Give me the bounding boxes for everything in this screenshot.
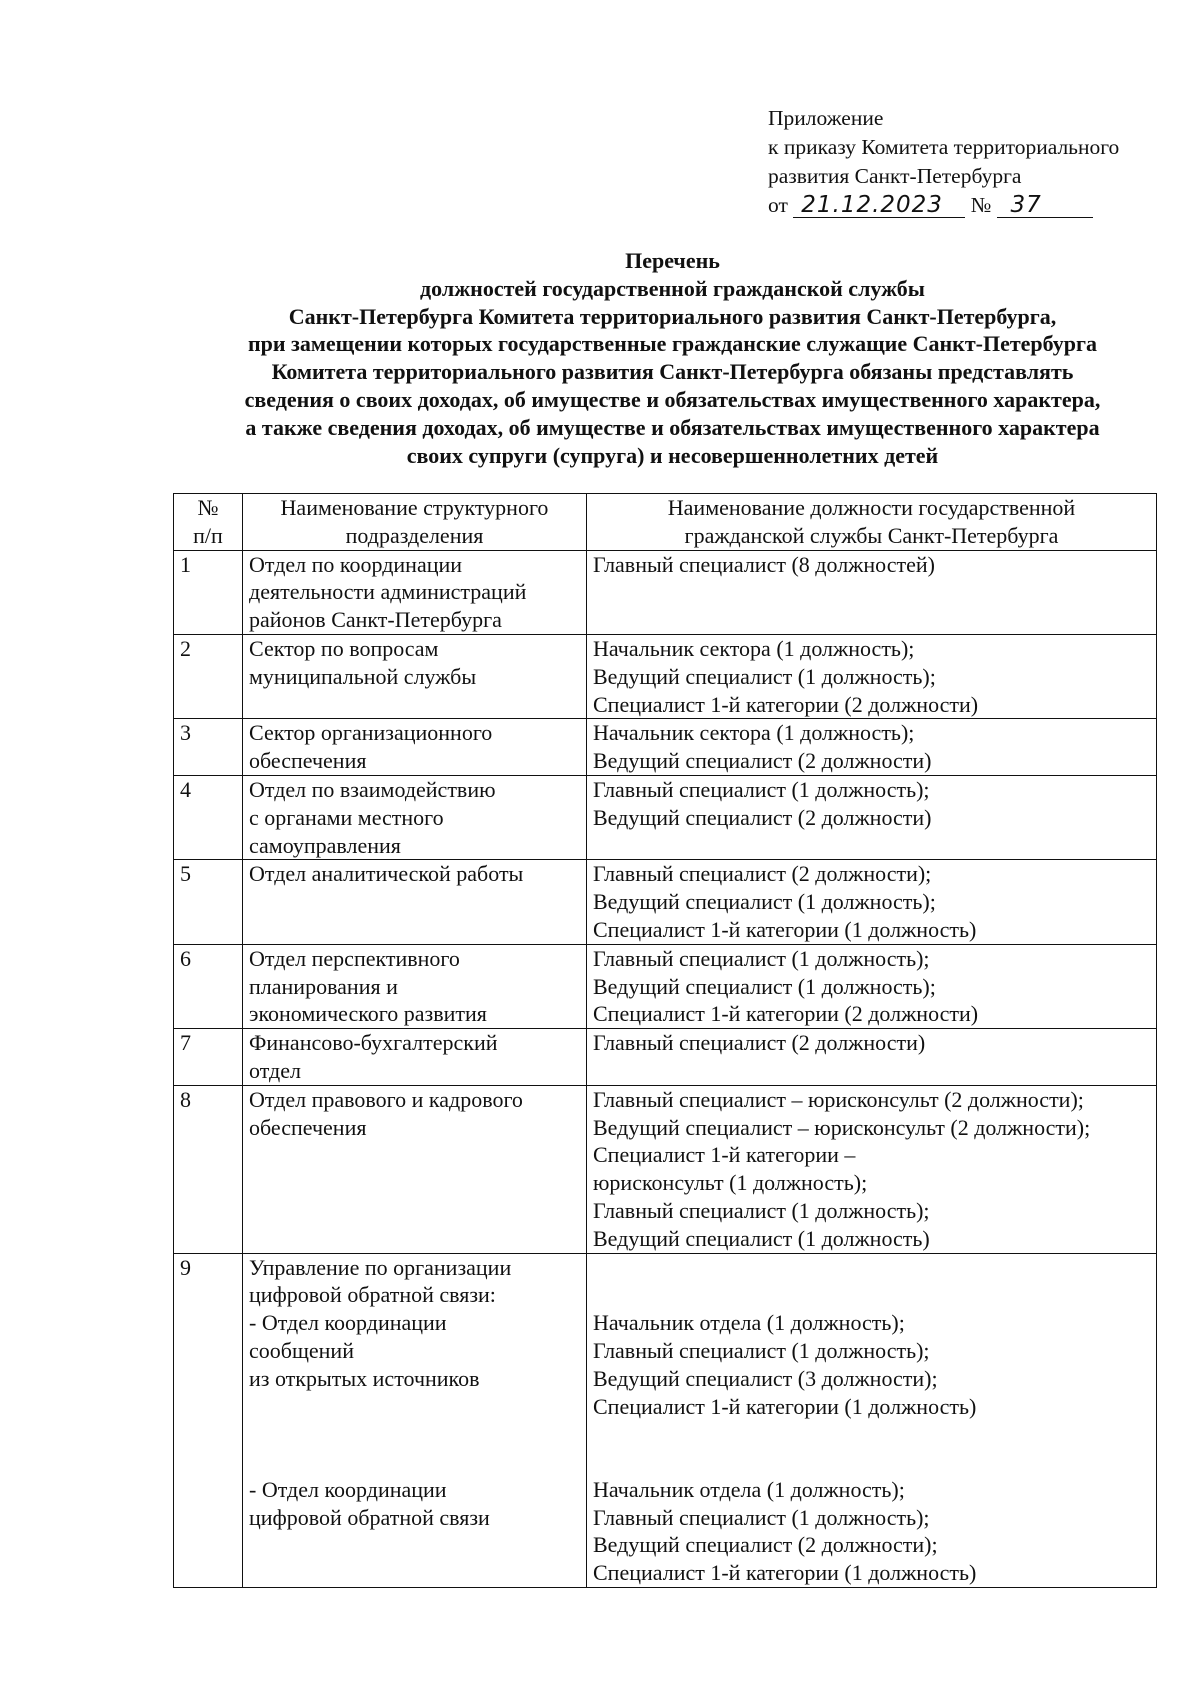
row-num: 3 [174,719,243,776]
row-positions [587,944,1157,1028]
row-unit [243,944,587,1028]
row-unit [243,1085,587,1253]
appendix-line: к приказу Комитета территориального [768,135,1120,159]
header-unit: Наименование структурного подразделения [243,494,587,551]
row-unit [243,1029,587,1086]
position-line: Главный специалист (1 должность); [593,945,930,971]
unit-line: районов Санкт-Петербурга [249,607,502,633]
appendix-line: развития Санкт-Петербурга [768,164,1022,188]
position-line: Главный специалист – юрисконсульт (2 должности); [593,1086,1084,1112]
unit-line: отдел [249,1057,301,1083]
position-line: Специалист 1-й категории (2 должности) [593,691,979,717]
order-number: 37 [1010,192,1042,218]
row-positions [587,634,1157,718]
row-unit [243,775,587,859]
unit-line: Отдел по координации [249,551,463,577]
position-line: Главный специалист (2 должности); [593,861,932,887]
from-label: от [768,193,788,217]
table-row [174,634,1157,718]
row-positions [587,719,1157,776]
position-line: Главный специалист (8 должностей) [593,551,935,577]
row-positions [587,550,1157,634]
row-num: 9 [174,1253,243,1588]
appendix-block [768,104,1119,220]
unit-line: Сектор организационного [249,720,493,746]
row-unit [243,860,587,944]
position-line: Специалист 1-й категории – [593,1142,856,1168]
unit-line: Финансово-бухгалтерский [249,1030,498,1056]
row-num: 6 [174,944,243,1028]
unit-line: Отдел по взаимодействию [249,776,496,802]
unit-line: обеспечения [249,1114,367,1140]
row-num: 1 [174,550,243,634]
number-label: № [970,193,992,217]
row-unit [243,719,587,776]
position-line: Специалист 1-й категории (1 должность) [593,916,977,942]
row-num: 2 [174,634,243,718]
row-unit [243,634,587,718]
position-line: юрисконсульт (1 должность); [593,1170,868,1196]
table-row [174,1085,1157,1253]
order-date: 21.12.2023 [801,192,943,218]
position-line: Главный специалист (1 должность); [593,776,930,802]
position-line: Ведущий специалист (1 должность) [593,1225,930,1251]
table-row [174,719,1157,776]
row-num: 5 [174,860,243,944]
row-unit [243,550,587,634]
table-row [174,775,1157,859]
document-title [0,247,1200,469]
table-row [174,944,1157,1028]
table-row [174,860,1157,944]
unit-line: обеспечения [249,748,367,774]
unit-line: Отдел аналитической работы [249,861,524,887]
unit-line: Отдел правового и кадрового [249,1086,523,1112]
header-num: № п/п [174,494,243,551]
position-line: Ведущий специалист (1 должность); [593,973,936,999]
unit-line: муниципальной службы [249,663,477,689]
title-line: должностей государственной гражданской службы [420,275,925,301]
position-line: Ведущий специалист (1 должность); [593,663,936,689]
unit-line: планирования и [249,973,398,999]
title-line: а также сведения доходах, об имуществе и обязательствах имущественного характера [245,414,1100,440]
title-line: Комитета территориального развития Санкт-Петербурга обязаны представлять [271,359,1074,385]
appendix-line: Приложение [768,106,884,130]
row-positions [587,860,1157,944]
appendix-date-number-line [768,191,1119,220]
row-positions [587,775,1157,859]
position-line: Специалист 1-й категории (2 должности) [593,1001,979,1027]
unit-line: самоуправления [249,832,401,858]
table-row [174,1253,1157,1588]
position-line: Главный специалист (1 должность); [593,1197,930,1223]
row-num: 8 [174,1085,243,1253]
position-line: Начальник сектора (1 должность); [593,635,915,661]
unit-line: деятельности администраций [249,579,527,605]
order-date-field [793,193,965,218]
title-line: сведения о своих доходах, об имуществе и обязательствах имущественного характера, [244,386,1101,412]
position-line: Ведущий специалист (1 должность); [593,889,936,915]
row-num: 4 [174,775,243,859]
row-positions [587,1085,1157,1253]
row-unit: Управление по организации цифровой обратной связи: - Отдел координации сообщений из открытых источников - Отдел координации цифровой обратной связи [243,1253,587,1588]
row-num: 7 [174,1029,243,1086]
unit-line: Отдел перспективного [249,945,460,971]
table-header-row [174,494,1157,551]
header-position: Наименование должности государственной гражданской службы Санкт-Петербурга [587,494,1157,551]
row-positions [587,1029,1157,1086]
title-line: своих супруги (супруга) и несовершеннолетних детей [406,442,939,468]
position-line: Начальник сектора (1 должность); [593,720,915,746]
unit-line: с органами местного [249,804,444,830]
position-line: Ведущий специалист (2 должности) [593,748,932,774]
row-positions: Начальник отдела (1 должность); Главный специалист (1 должность); Ведущий специалист (3 должности); Специалист 1-й категории (1 должность) Начальник отдела (1 должность); Главный специалист (1 должность); Ведущий специалист (2 должности); Специалист 1-й категории (1 должность) [587,1253,1157,1588]
title-line: Санкт-Петербурга Комитета территориального развития Санкт-Петербурга, [288,303,1057,329]
position-line: Главный специалист (2 должности) [593,1030,926,1056]
table-row [174,1029,1157,1086]
title-line: Перечень [625,248,720,273]
unit-line: Сектор по вопросам [249,635,439,661]
positions-table [173,493,1157,1588]
title-line: при замещении которых государственные гражданские служащие Санкт-Петербурга [247,331,1098,357]
table-row [174,550,1157,634]
position-line: Ведущий специалист – юрисконсульт (2 должности); [593,1114,1091,1140]
order-number-field [997,193,1093,218]
position-line: Ведущий специалист (2 должности) [593,804,932,830]
unit-line: экономического развития [249,1001,487,1027]
